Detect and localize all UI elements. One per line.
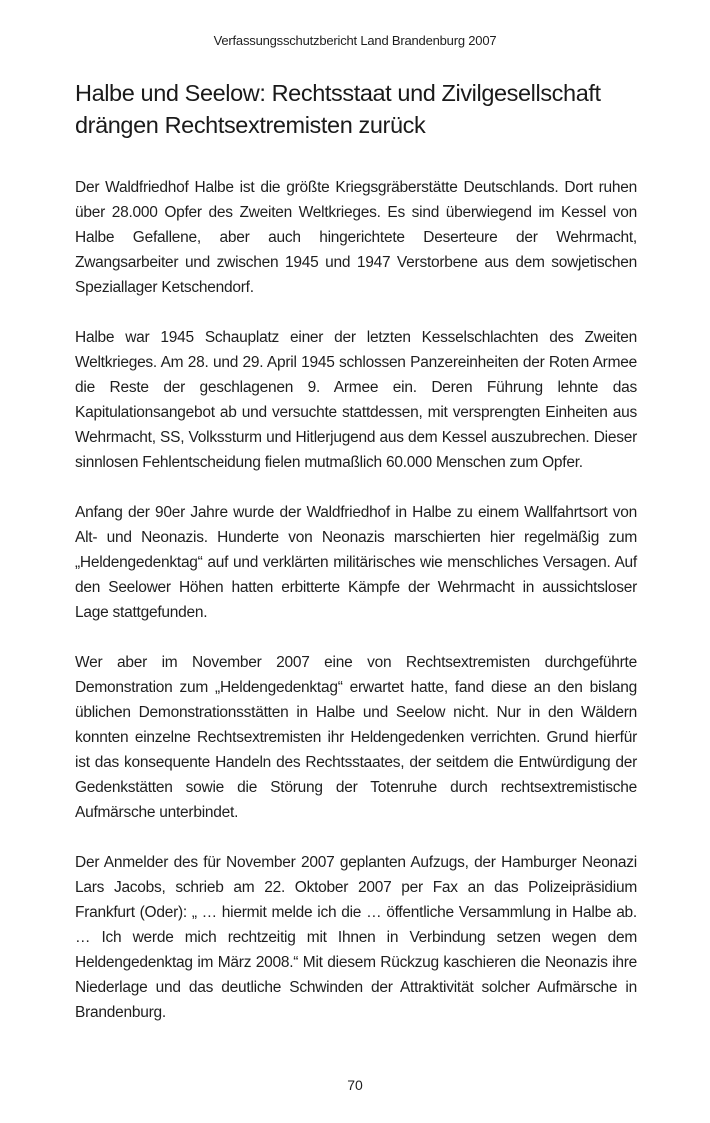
paragraph: Der Waldfriedhof Halbe ist die größte Kriegsgräberstätte Deutschlands. Dort ruhen über 28.000 Opfer des Zweiten Weltkrieges. Es sind überwiegend im Kessel von Halbe Gefallene, aber auch hingerichtete Deserteure der Wehrmacht, Zwangsarbeiter und zwischen 1945 und 1947 Verstorbene aus dem sowjetischen Speziallager Ketschendorf. (75, 179, 637, 297)
paragraph: Anfang der 90er Jahre wurde der Waldfriedhof in Halbe zu einem Wallfahrtsort von Alt- und Neonazis. Hunderte von Neonazis marschierten hier regelmäßig zum „Heldengedenktag“ auf und verklärten militärisches wie menschliches Versagen. Auf den Seelower Höhen hatten erbitterte Kämpfe der Wehrmacht in aussichtsloser Lage stattgefunden. (75, 504, 637, 622)
paragraph: Halbe war 1945 Schauplatz einer der letzten Kesselschlachten des Zweiten Weltkrieges. Am 28. und 29. April 1945 schlossen Panzereinheiten der Roten Armee die Reste der geschlagenen 9. Armee ein. Deren Führung lehnte das Kapitulationsangebot ab und versuchte stattdessen, mit versprengten Einheiten aus Wehrmacht, SS, Volkssturm und Hitlerjugend aus dem Kessel auszubrechen. Dieser sinnlosen Fehlentscheidung fielen mutmaßlich 60.000 Menschen zum Opfer. (75, 329, 637, 472)
page-number: 70 (347, 1077, 363, 1093)
page-title: Halbe und Seelow: Rechtsstaat und Zivilgesellschaft drängen Rechtsextremisten zurück (75, 80, 601, 138)
paragraph: Der Anmelder des für November 2007 geplanten Aufzugs, der Hamburger Neonazi Lars Jacobs, schrieb am 22. Oktober 2007 per Fax an das Polizeipräsidium Frankfurt (Oder): „ … hiermit melde ich die … öffentliche Versammlung in Halbe ab. … Ich werde mich rechtzeitig mit Ihnen in Verbindung setzen wegen dem Heldengedenktag im März 2008.“ Mit diesem Rückzug kaschieren die Neonazis ihre Niederlage und das deutliche Schwinden der Attraktivität solcher Aufmärsche in Brandenburg. (75, 854, 637, 1022)
page-content (75, 78, 637, 1025)
running-header: Verfassungsschutzbericht Land Brandenburg 2007 (213, 33, 497, 48)
paragraph: Wer aber im November 2007 eine von Rechtsextremisten durchgeführte Demonstration zum „Heldengedenktag“ erwartet hatte, fand diese an den bislang üblichen Demonstrationsstätten in Halbe und Seelow nicht. Nur in den Wäldern konnten einzelne Rechtsextremisten ihr Heldengedenken verrichten. Grund hierfür ist das konsequente Handeln des Rechtsstaates, der seitdem die Entwürdigung der Gedenkstätten sowie die Störung der Totenruhe durch rechtsextremistische Aufmärsche unterbindet. (75, 654, 637, 822)
